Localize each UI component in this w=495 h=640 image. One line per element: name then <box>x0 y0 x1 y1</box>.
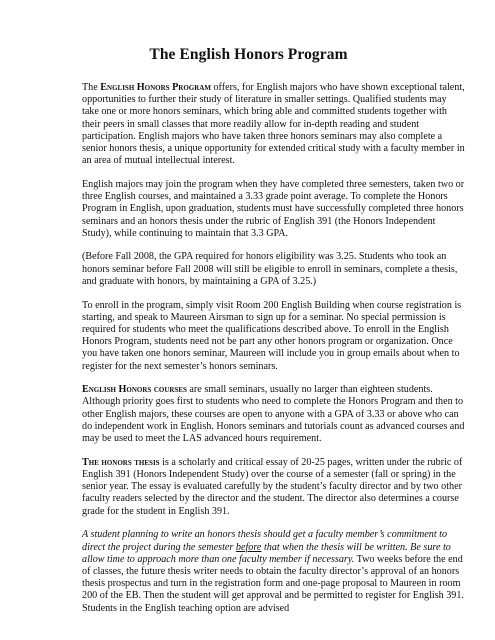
thesis-planning-paragraph <box>82 529 465 614</box>
planning-body: Two weeks before the end of classes, the future thesis writer needs to obtain the faculty director’s approval of an honors thesis prospectus and turn in the registration form and one-page proposal to Maureen in room 200 of the EB. Then the student will get approval and be permitted to register for English 391. Students in the English teaching option are advised <box>82 553 464 614</box>
gpa-history-paragraph: (Before Fall 2008, the GPA required for honors eligibility was 3.25. Students who took an honors seminar before Fall 2008 will still be eligible to enroll in seminars, complete a thesis, and graduate with honors, by maintaining a GPA of 3.25.) <box>82 251 458 287</box>
intro-paragraph <box>82 82 465 167</box>
intro-lead: The <box>82 82 101 93</box>
honors-courses-paragraph <box>82 384 465 445</box>
planning-advice-underlined: before <box>235 541 262 553</box>
planning-advice-b: that when the thesis will be written. Be sure to allow time to approach more than one faculty member if necessary. <box>82 541 451 565</box>
honors-thesis-term: The honors thesis <box>82 456 160 468</box>
honors-courses-term: English Honors courses <box>82 384 187 396</box>
enrollment-paragraph: To enroll in the program, simply visit Room 200 English Building when course registration is starting, and speak to Maureen Airsman to sign up for a seminar. No special permission is required for students who meet the qualifications described above. To enroll in the English Honors Program, students need not be part any other honors program or organization. Once you have taken one honors seminar, Maureen will include you in group emails about when to register for the next semester’s honors seminars. <box>82 299 462 372</box>
intro-body: offers, for English majors who have shown exceptional talent, opportunities to further their study of literature in smaller settings. Qualified students may take one or more honors seminars, which bring able and committed students together with their peers in small classes that more readily allow for in-depth reading and student participation. English majors who have taken three honors seminars may also complete a senior honors thesis, a unique opportunity for extended critical study with a faculty member in an area of mutual intellectual interest. <box>82 82 465 167</box>
eligibility-paragraph: English majors may join the program when they have completed three semesters, taken two or three English courses, and maintained a 3.33 grade point average. To complete the Honors Program in English, upon graduation, students must have successfully completed three honors seminars and an honors thesis under the rubric of English 391 (the Honors Independent Study), while continuing to maintain that 3.3 GPA. <box>82 178 465 239</box>
honors-courses-body: are small seminars, usually no larger than eighteen students. Although priority goes first to students who need to complete the Honors Program and then to other English majors, these courses are open to anyone with a GPA of 3.33 or above who can do independent work in English. Honors seminars and tutorials count as advanced courses and may be used to meet the LAS advanced hours requirement. <box>82 384 465 445</box>
planning-advice-a: A student planning to write an honors thesis should get a faculty member’s commitment to direct the project during the semester <box>82 529 448 553</box>
honors-thesis-body: is a scholarly and critical essay of 20-25 pages, written under the rubric of English 391 (Honors Independent Study) over the course of a semester (fall or spring) in the senior year. The essay is evaluated carefully by the student’s faculty director and by two other faculty readers selected by the director and the student. The director also determines a course grade for the student in English 391. <box>82 456 463 517</box>
program-name-term: English Honors Program <box>100 82 211 93</box>
honors-thesis-paragraph <box>82 457 465 518</box>
page-title: The English Honors Program <box>149 46 348 63</box>
